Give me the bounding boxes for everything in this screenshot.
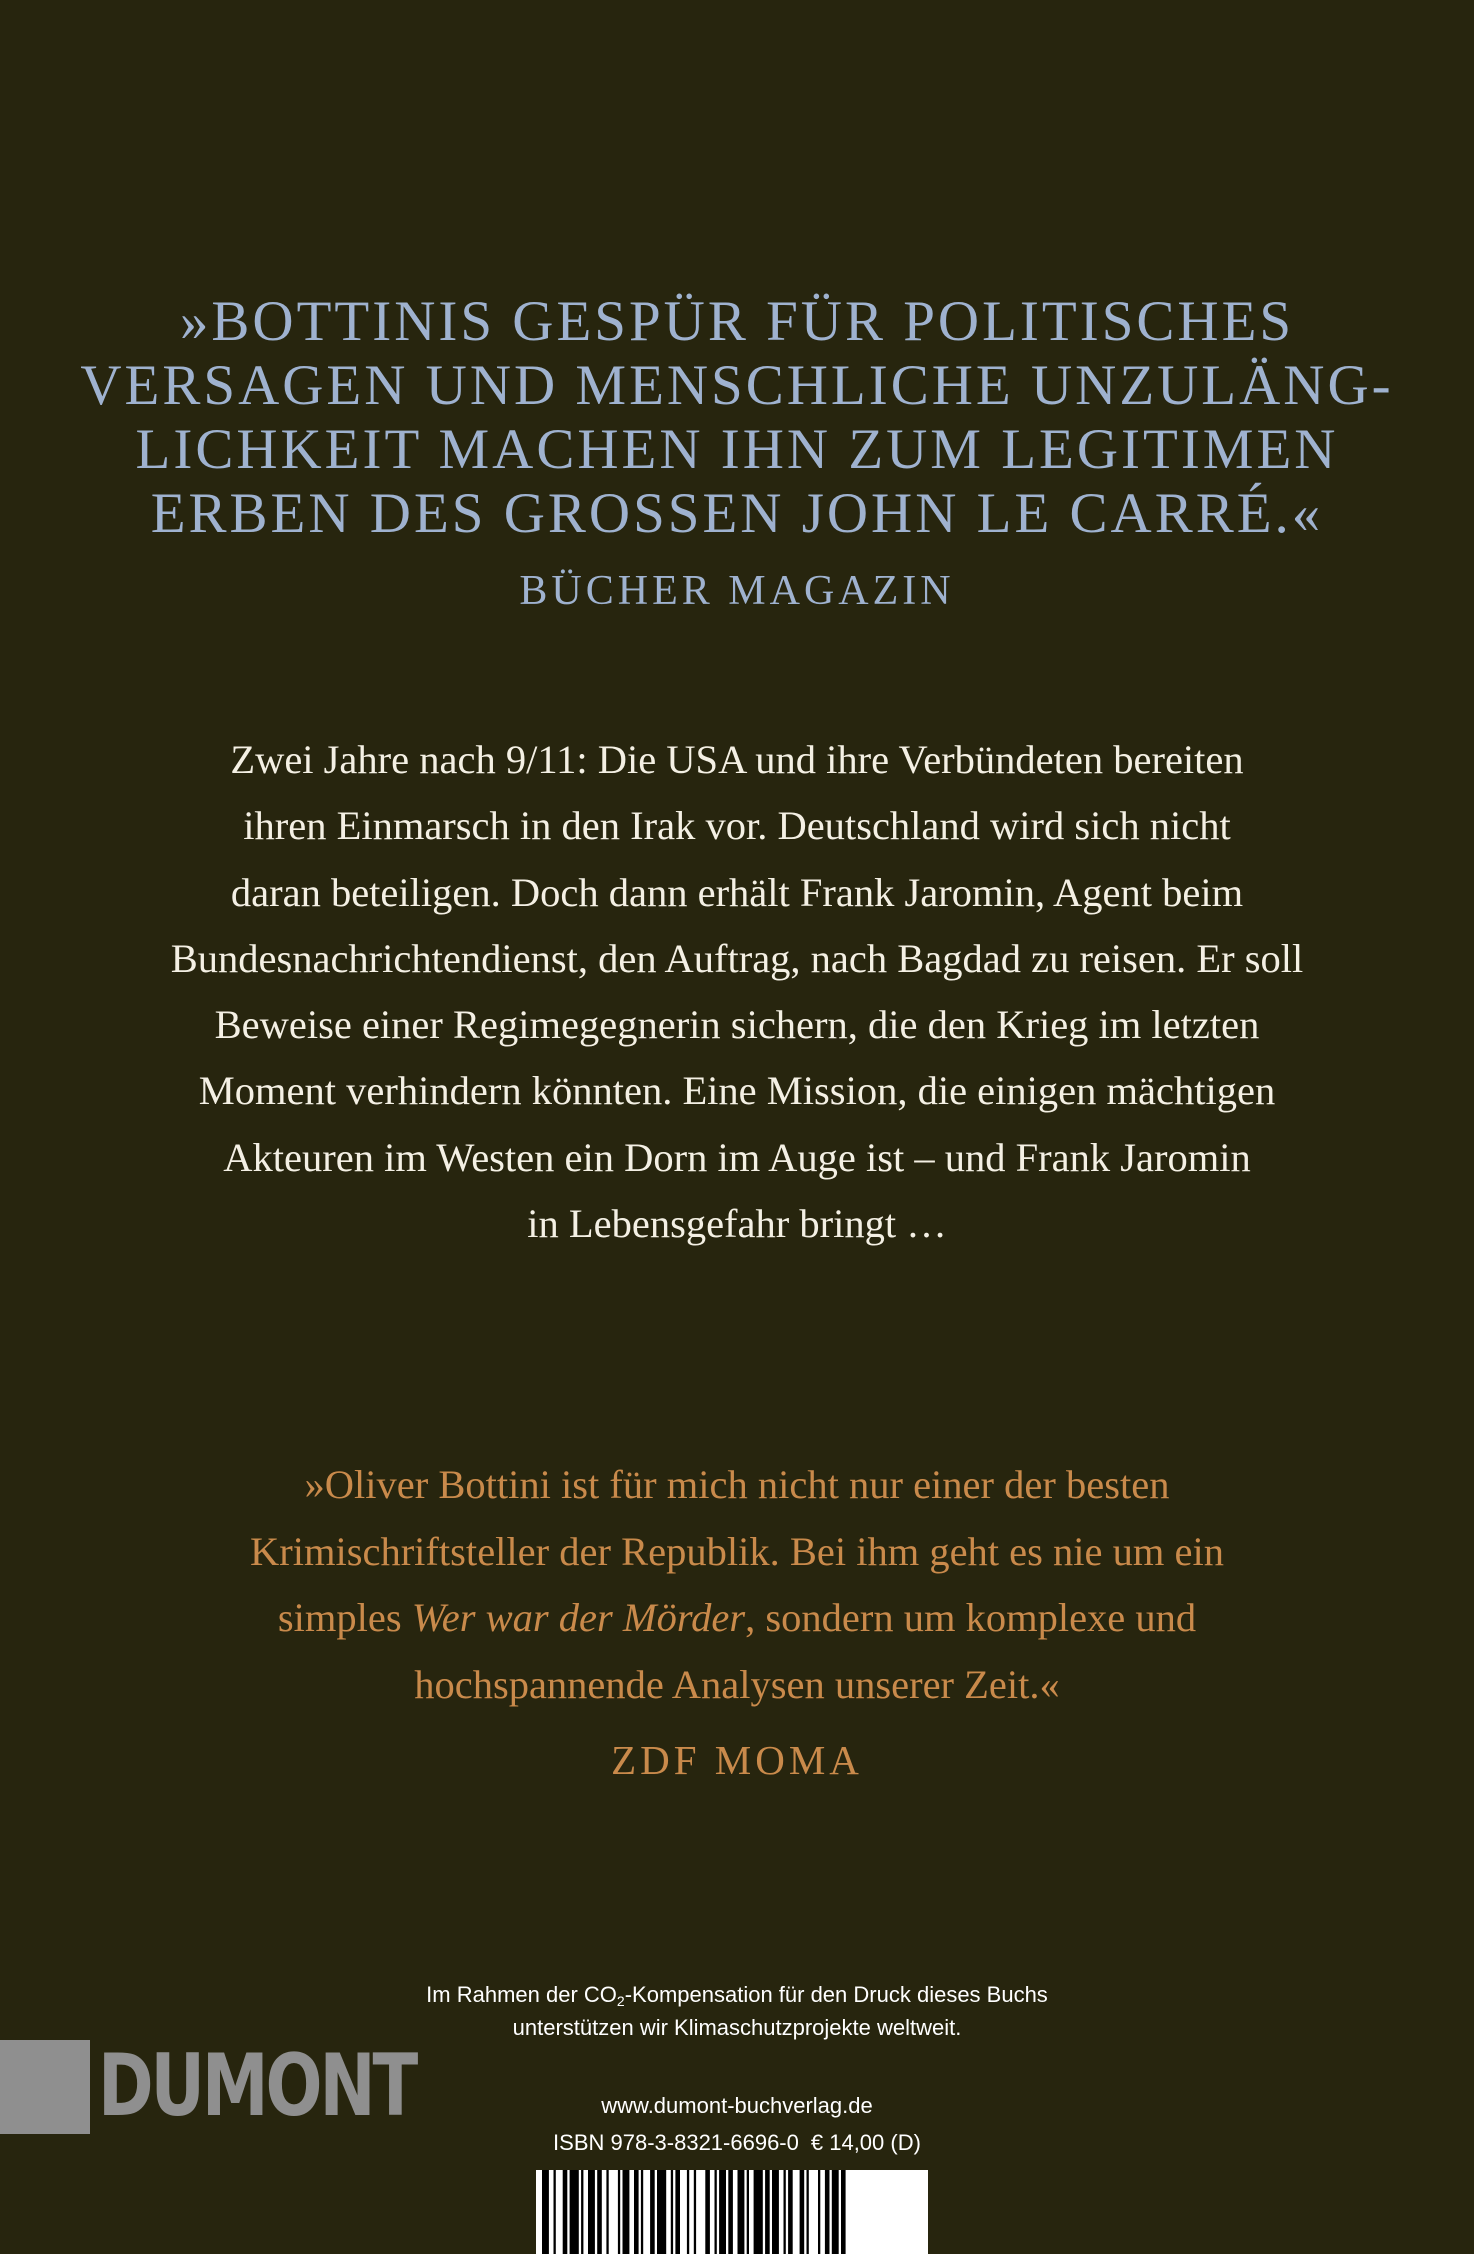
quote-line: Krimischriftsteller der Republik. Bei ihm geht es nie um ein	[249, 1528, 1225, 1574]
barcode-bar	[738, 2170, 745, 2254]
co2-note-line: unterstützen wir Klimaschutzprojekte weltweit.	[512, 2015, 962, 2040]
blurb-line: Moment verhindern könnten. Eine Mission, die einigen mächtigen	[198, 1068, 1276, 1114]
barcode-bar	[588, 2170, 595, 2254]
top-review-quote	[0, 290, 1474, 546]
barcode-bar	[728, 2170, 733, 2254]
quote-italic-title: Wer war der Mörder	[411, 1595, 746, 1640]
barcode-bar	[542, 2170, 549, 2254]
quote-line: »BOTTINIS GESPÜR FÜR POLITISCHES	[179, 290, 1295, 353]
quote-line: LICHKEIT MACHEN IHN ZUM LEGITIMEN	[135, 418, 1339, 481]
barcode-bar	[765, 2170, 770, 2254]
barcode-bar	[841, 2170, 846, 2254]
co2-note-text: -Kompensation für den Druck dieses Buchs	[624, 1982, 1048, 2007]
barcode-bar	[623, 2170, 630, 2254]
book-blurb	[0, 727, 1474, 1257]
barcode-bar	[650, 2170, 655, 2254]
quote-text: , sondern um komplexe und	[745, 1595, 1197, 1640]
blurb-line: Zwei Jahre nach 9/11: Die USA und ihre Verbündeten bereiten	[230, 737, 1244, 782]
co2-subscript: 2	[616, 1993, 625, 2009]
barcode	[536, 2170, 928, 2254]
barcode-bar	[800, 2170, 805, 2254]
quote-text: simples	[277, 1595, 412, 1640]
barcode-bar	[675, 2170, 680, 2254]
blurb-line: in Lebensgefahr bringt …	[527, 1201, 947, 1247]
barcode-bar	[694, 2170, 696, 2254]
quote-line: »Oliver Bottini ist für mich nicht nur einer der besten	[304, 1462, 1170, 1507]
blurb-line: ihren Einmarsch in den Irak vor. Deutschland wird sich nicht	[243, 803, 1231, 849]
quote-line: VERSAGEN UND MENSCHLICHE UNZULÄNG-	[80, 354, 1394, 417]
blurb-line: Akteuren im Westen ein Dorn im Auge ist – und Frank Jaromin	[223, 1134, 1251, 1180]
top-review-source: BÜCHER MAGAZIN	[519, 568, 955, 614]
bottom-review-source: ZDF MOMA	[611, 1737, 863, 1783]
barcode-bar	[641, 2170, 643, 2254]
barcode-bar	[671, 2170, 673, 2254]
barcode-bar	[687, 2170, 689, 2254]
logo-wordmark: DUMONT	[98, 2036, 416, 2136]
barcode-graphic	[536, 2170, 928, 2254]
barcode-bar	[772, 2170, 779, 2254]
barcode-bar	[705, 2170, 710, 2254]
barcode-bar	[825, 2170, 830, 2254]
barcode-bar	[719, 2170, 726, 2254]
barcode-bar	[784, 2170, 786, 2254]
publisher-url: www.dumont-buchverlag.de	[601, 2093, 873, 2118]
co2-note-text: Im Rahmen der CO	[426, 1982, 617, 2007]
barcode-bar	[581, 2170, 583, 2254]
barcode-bar	[597, 2170, 602, 2254]
barcode-bar	[554, 2170, 556, 2254]
barcode-bar	[618, 2170, 620, 2254]
barcode-bar	[832, 2170, 839, 2254]
barcode-bar	[715, 2170, 717, 2254]
barcode-bar	[788, 2170, 793, 2254]
quote-line	[0, 1585, 1474, 1652]
barcode-bar	[606, 2170, 608, 2254]
barcode-bar	[807, 2170, 809, 2254]
barcode-bar	[818, 2170, 820, 2254]
isbn-price-line	[0, 2126, 1474, 2159]
barcode-bar	[747, 2170, 749, 2254]
co2-note-line	[0, 1978, 1474, 2011]
barcode-bar	[634, 2170, 639, 2254]
quote-line: ERBEN DES GROSSEN JOHN LE CARRÉ.«	[150, 482, 1324, 545]
barcode-bar	[563, 2170, 568, 2254]
price: € 14,00 (D)	[810, 2130, 921, 2155]
quote-line: hochspannende Analysen unserer Zeit.«	[414, 1661, 1060, 1707]
blurb-line: Bundesnachrichtendienst, den Auftrag, nach Bagdad zu reisen. Er soll	[170, 935, 1304, 981]
blurb-line: daran beteiligen. Doch dann erhält Frank Jaromin, Agent beim	[230, 869, 1244, 915]
isbn: ISBN 978-3-8321-6696-0	[553, 2130, 799, 2155]
barcode-bar	[570, 2170, 579, 2254]
blurb-line: Beweise einer Regimegegnerin sichern, die den Krieg im letzten	[214, 1002, 1260, 1048]
barcode-bar	[754, 2170, 763, 2254]
bottom-review-quote	[0, 1452, 1474, 1718]
barcode-bar	[657, 2170, 666, 2254]
